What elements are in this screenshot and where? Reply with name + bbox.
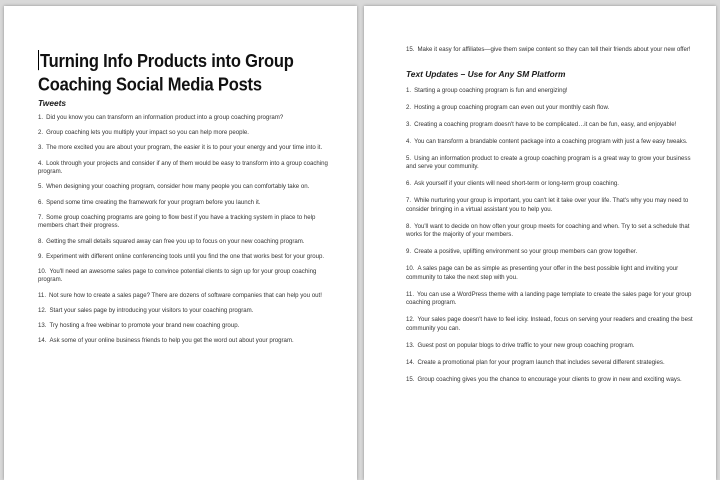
list-item-number: 6. <box>406 180 412 188</box>
list-item-number: 5. <box>406 154 412 162</box>
list-item <box>406 46 698 55</box>
list-item-text: Spend some time creating the framework for your program before you launch it. <box>46 198 261 206</box>
list-item-number: 7. <box>38 213 44 221</box>
document-title-line-1: Turning Info Products into Group <box>40 51 294 72</box>
list-item <box>406 104 698 113</box>
section-heading-tweets: Tweets <box>38 98 67 108</box>
document-title <box>38 50 337 97</box>
list-item <box>406 291 698 308</box>
list-item <box>38 183 337 192</box>
list-item-text: Getting the small details squared away can free you up to focus on your new coaching program. <box>46 237 305 245</box>
list-item-number: 12. <box>406 316 415 324</box>
list-item-number: 13. <box>406 341 415 349</box>
list-item-number: 8. <box>406 222 412 230</box>
list-item-number: 4. <box>38 159 44 167</box>
list-item <box>406 248 698 257</box>
list-item-number: 15. <box>406 46 415 53</box>
tweets-list <box>38 114 337 346</box>
list-item-number: 11. <box>38 291 47 299</box>
list-item <box>406 155 698 172</box>
list-item-text: Make it easy for affiliates—give them swipe content so they can tell their friends about your new offer! <box>417 46 691 53</box>
list-item-number: 9. <box>406 248 412 256</box>
list-item-text: Look through your projects and consider if any of them would be easy to transform into a group coaching program. <box>38 159 328 176</box>
list-item-number: 3. <box>38 144 44 152</box>
list-item-number: 2. <box>406 103 412 111</box>
list-item <box>38 129 337 138</box>
list-item-number: 10. <box>38 267 47 275</box>
list-item <box>406 138 698 147</box>
list-item <box>406 376 698 385</box>
list-item <box>38 268 337 285</box>
list-item-text: Ask some of your online business friends to help you get the word out about your program. <box>49 337 294 345</box>
list-item-text: When designing your coaching program, consider how many people you can comfortably take on. <box>46 183 310 191</box>
list-item-text: Start your sales page by introducing your visitors to your coaching program. <box>49 306 254 314</box>
list-item-text: Ask yourself if your clients will need short-term or long-term group coaching. <box>414 180 619 188</box>
list-item-number: 10. <box>406 265 415 273</box>
list-item-number: 15. <box>406 375 415 383</box>
list-item-number: 11. <box>406 290 415 298</box>
list-item-text: Creating a coaching program doesn't have to be complicated…it can be fun, easy, and enjoyable! <box>414 120 677 128</box>
list-item-text: Group coaching lets you multiply your impact so you can help more people. <box>46 129 249 137</box>
list-item-number: 5. <box>38 183 44 191</box>
list-item-text: Try hosting a free webinar to promote your brand new coaching group. <box>49 322 240 330</box>
list-item-number: 6. <box>38 198 44 206</box>
list-item-text: Using an information product to create a group coaching program is a great way to grow your business and serve your community. <box>406 154 691 171</box>
list-item <box>38 238 337 247</box>
list-item-text: While nurturing your group is important, you can't let it take over your life. That's why you may need to consider bringing in a virtual assistant you to help you. <box>406 197 689 213</box>
list-item-number: 7. <box>406 197 412 205</box>
section-heading-text-updates: Text Updates – Use for Any SM Platform <box>406 68 566 79</box>
list-item <box>38 307 337 316</box>
list-item-text: You can transform a brandable content package into a coaching program with just a few easy tweaks. <box>414 137 688 145</box>
text-cursor <box>38 50 39 70</box>
list-item-number: 8. <box>38 237 44 245</box>
list-item-text: Some group coaching programs are going to flow best if you have a tracking system in place to help members chart their progress. <box>38 213 316 230</box>
document-page-left <box>4 6 357 480</box>
list-item-text: Did you know you can transform an information product into a group coaching program? <box>46 114 284 121</box>
list-item <box>38 114 337 123</box>
list-item-text: Your sales page doesn't have to feel icky. Instead, focus on serving your readers and creating the best community you can. <box>406 316 693 332</box>
list-item <box>38 337 337 346</box>
list-item-number: 12. <box>38 306 47 314</box>
list-item-number: 9. <box>38 252 44 260</box>
list-item-number: 4. <box>406 137 412 145</box>
list-item-number: 1. <box>406 86 412 94</box>
list-item-text: Group coaching gives you the chance to encourage your clients to grow in new and exciting ways. <box>417 375 682 383</box>
list-item-text: Create a positive, uplifting environment so your group members can grow together. <box>414 248 638 256</box>
list-item <box>38 160 337 177</box>
list-item-number: 14. <box>406 358 415 366</box>
list-item <box>406 197 698 214</box>
list-item-text: Create a promotional plan for your program launch that includes several different strategies. <box>417 358 665 366</box>
list-item-text: Guest post on popular blogs to drive traffic to your new group coaching program. <box>417 341 635 349</box>
list-item <box>38 253 337 262</box>
list-item <box>38 144 337 153</box>
list-item-text: Starting a group coaching program is fun and energizing! <box>414 86 568 94</box>
document-page-right <box>364 6 716 480</box>
list-item <box>406 87 698 96</box>
list-item <box>38 199 337 208</box>
list-item-text: You'll want to decide on how often your group meets for coaching and when. Try to set a schedule that works for the majority of your members. <box>406 222 690 239</box>
list-item <box>406 180 698 189</box>
list-item <box>406 121 698 130</box>
list-item-text: Experiment with different online conferencing tools until you find the one that works best for your group. <box>46 252 325 260</box>
list-item <box>406 316 698 333</box>
list-item-number: 2. <box>38 129 44 137</box>
list-item <box>406 265 698 282</box>
list-item <box>406 359 698 368</box>
list-item <box>38 292 337 301</box>
list-item <box>406 223 698 240</box>
list-item-text: Hosting a group coaching program can even out your monthly cash flow. <box>414 103 610 111</box>
list-item-text: You can use a WordPress theme with a landing page template to create the sales page for your group coaching program. <box>406 290 692 307</box>
list-item-number: 1. <box>38 114 44 121</box>
list-item-text: A sales page can be as simple as presenting your offer in the best possible light and inviting your community to take the next step with you. <box>406 265 679 281</box>
list-item-number: 3. <box>406 120 412 128</box>
list-item-number: 13. <box>38 322 47 330</box>
list-item-text: You'll need an awesome sales page to convince potential clients to sign up for your group coaching program. <box>38 267 317 284</box>
list-item <box>38 322 337 331</box>
list-item <box>406 342 698 351</box>
document-title-line-2: Coaching Social Media Posts <box>38 74 262 95</box>
text-updates-list <box>406 87 698 385</box>
list-item <box>38 214 337 231</box>
list-item-text: Not sure how to create a sales page? There are dozens of software companies that can help you out! <box>49 291 322 299</box>
list-item-text: The more excited you are about your program, the easier it is to pour your energy and your time into it. <box>46 144 323 152</box>
list-item-number: 14. <box>38 337 47 345</box>
